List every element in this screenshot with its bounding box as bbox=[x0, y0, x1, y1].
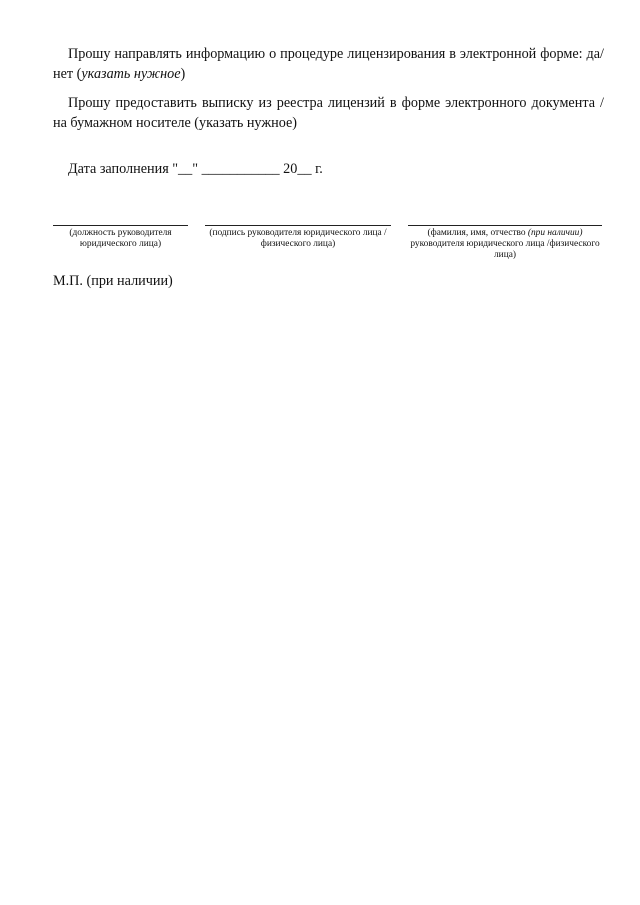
full-name-caption-italic: (при наличии) bbox=[527, 228, 583, 238]
extract-request-paragraph bbox=[53, 93, 604, 133]
full-name-signature-field bbox=[408, 225, 602, 261]
signature-blank-line bbox=[205, 225, 391, 226]
position-caption: (должность руководителя юридического лица) bbox=[69, 228, 172, 249]
info-request-paragraph bbox=[53, 44, 604, 84]
stamp-label: М.П. (при наличии) bbox=[53, 273, 173, 289]
position-signature-field bbox=[53, 225, 188, 250]
full-name-caption bbox=[408, 228, 602, 261]
full-name-blank-line bbox=[408, 225, 602, 226]
signature-field bbox=[205, 225, 391, 250]
signature-caption: (подпись руководителя юридического лица /физического лица) bbox=[209, 228, 387, 249]
info-request-italic-note: указать нужное bbox=[81, 66, 181, 82]
info-request-text: Прошу направлять информацию о процедуре лицензирования в электронной форме: да/нет ( bbox=[53, 46, 604, 82]
full-name-caption-prefix: (фамилия, имя, отчество bbox=[427, 228, 528, 238]
fill-date-line: Дата заполнения "__" ___________ 20__ г. bbox=[68, 161, 323, 177]
full-name-caption-suffix: руководителя юридического лица /физического лица) bbox=[410, 239, 600, 260]
position-blank-line bbox=[53, 225, 188, 226]
extract-request-text: Прошу предоставить выписку из реестра лицензий в форме электронного документа / на бумажном носителе (указать нужное) bbox=[53, 95, 604, 131]
info-request-close: ) bbox=[180, 66, 186, 82]
